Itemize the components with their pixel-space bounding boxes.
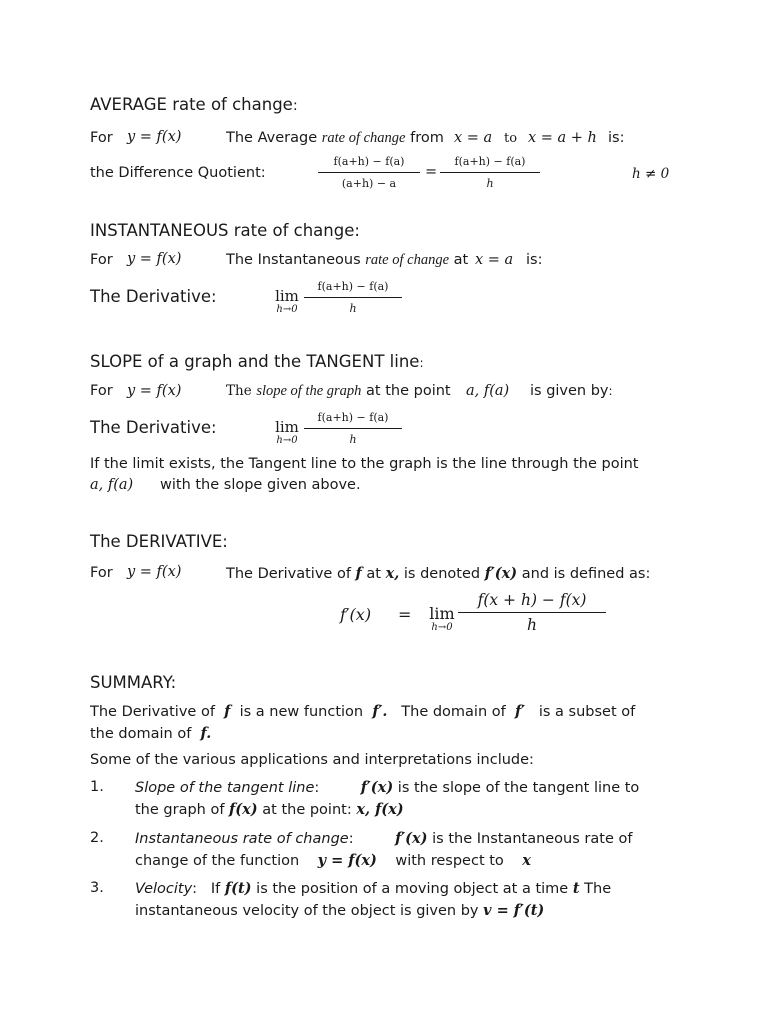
average-heading: AVERAGE rate of change: (90, 95, 298, 114)
fraction-denominator: h (486, 177, 494, 190)
fraction-denominator: h (349, 302, 357, 315)
fraction-denominator: h (349, 433, 357, 446)
slope-given-by: is given by: (530, 383, 613, 399)
limit-operator (426, 606, 458, 634)
fraction-denominator: (a+h) − a (341, 177, 397, 190)
slope-point: a, f(a) (466, 383, 510, 399)
average-func: y = f(x) (127, 129, 182, 145)
fraction-denominator: h (527, 616, 537, 634)
difference-quotient-fraction (318, 155, 420, 191)
fraction-numerator: f(a+h) − f(a) (317, 411, 389, 424)
limit-operator (272, 288, 302, 316)
list-item-number: 1. (90, 779, 104, 795)
slope-for-label: For (90, 383, 113, 399)
fraction-bar (440, 172, 540, 173)
slope-heading: SLOPE of a graph and the TANGENT line: (90, 352, 424, 371)
derivative-for-label: For (90, 565, 113, 581)
derivative-heading: The DERIVATIVE: (90, 532, 228, 551)
instantaneous-for-label: For (90, 252, 113, 268)
average-x-eq-ah: x = a + h (528, 130, 597, 146)
instantaneous-x-eq-a: x = a (475, 252, 514, 268)
lim-subscript: h→0 (276, 435, 298, 446)
fraction-numerator: f(a+h) − f(a) (333, 155, 405, 168)
h-condition: h ≠ 0 (632, 166, 670, 182)
summary-paragraph-1: The Derivative of f is a new function f′. The domain of f′ is a subset of the domain of f. (90, 703, 636, 742)
fraction-numerator: f(a+h) − f(a) (454, 155, 526, 168)
average-text: The Average rate of change from (226, 130, 444, 146)
fraction-bar (304, 428, 402, 429)
derivative-fraction (304, 411, 402, 447)
tangent-paragraph-line2: with the slope given above. (160, 477, 361, 493)
lim-subscript: h→0 (276, 304, 298, 315)
instantaneous-derivative-label: The Derivative: (90, 287, 217, 306)
equals-sign: = (425, 164, 438, 180)
tangent-paragraph-line1: If the limit exists, the Tangent line to the graph is the line through the point (90, 456, 639, 472)
list-item-number: 3. (90, 880, 104, 896)
slope-text: The slope of the graph at the point (226, 383, 451, 399)
lim-subscript: h→0 (431, 622, 453, 633)
limit-operator (272, 419, 302, 447)
fraction-numerator: f(x + h) − f(x) (477, 591, 587, 609)
list-item: Instantaneous rate of change: f′(x) is the Instantaneous rate of change of the function y = f(x) with respect to x (135, 830, 633, 869)
slope-func: y = f(x) (127, 383, 182, 399)
average-to: to (504, 131, 518, 146)
average-for-label: For (90, 130, 113, 146)
derivative-fraction (304, 280, 402, 316)
lim-word: lim (275, 287, 299, 305)
simplified-fraction (440, 155, 540, 191)
derivative-definition-fraction (458, 591, 606, 634)
fraction-numerator: f(a+h) − f(a) (317, 280, 389, 293)
list-item-number: 2. (90, 830, 104, 846)
slope-derivative-label: The Derivative: (90, 418, 217, 437)
tangent-paragraph-point: a, f(a) (90, 477, 134, 493)
list-item: Velocity: If f(t) is the position of a moving object at a time t The instantaneous velocity of the object is given by v = f′(t) (135, 880, 612, 919)
lim-word: lim (275, 418, 299, 436)
instantaneous-func: y = f(x) (127, 251, 182, 267)
fraction-bar (304, 297, 402, 298)
derivative-func: y = f(x) (127, 564, 182, 580)
instantaneous-text: The Instantaneous rate of change at (226, 252, 469, 268)
lim-word: lim (429, 604, 455, 623)
difference-quotient-label: the Difference Quotient: (90, 165, 266, 181)
derivative-lhs: f′(x) (340, 605, 372, 624)
summary-heading: SUMMARY: (90, 673, 177, 692)
list-item: Slope of the tangent line: f′(x) is the slope of the tangent line to the graph of f(x) at the point: x, f(x) (135, 779, 640, 818)
instantaneous-heading: INSTANTANEOUS rate of change: (90, 221, 360, 240)
average-x-eq-a: x = a (454, 130, 493, 146)
fraction-bar (318, 172, 420, 173)
summary-paragraph-2: Some of the various applications and interpretations include: (90, 752, 534, 768)
derivative-definition-text: The Derivative of f at x, is denoted f′(x) and is defined as: (226, 565, 651, 582)
average-is: is: (608, 130, 625, 146)
fraction-bar (458, 612, 606, 613)
instantaneous-is: is: (526, 252, 543, 268)
derivative-equals: = (398, 605, 412, 624)
